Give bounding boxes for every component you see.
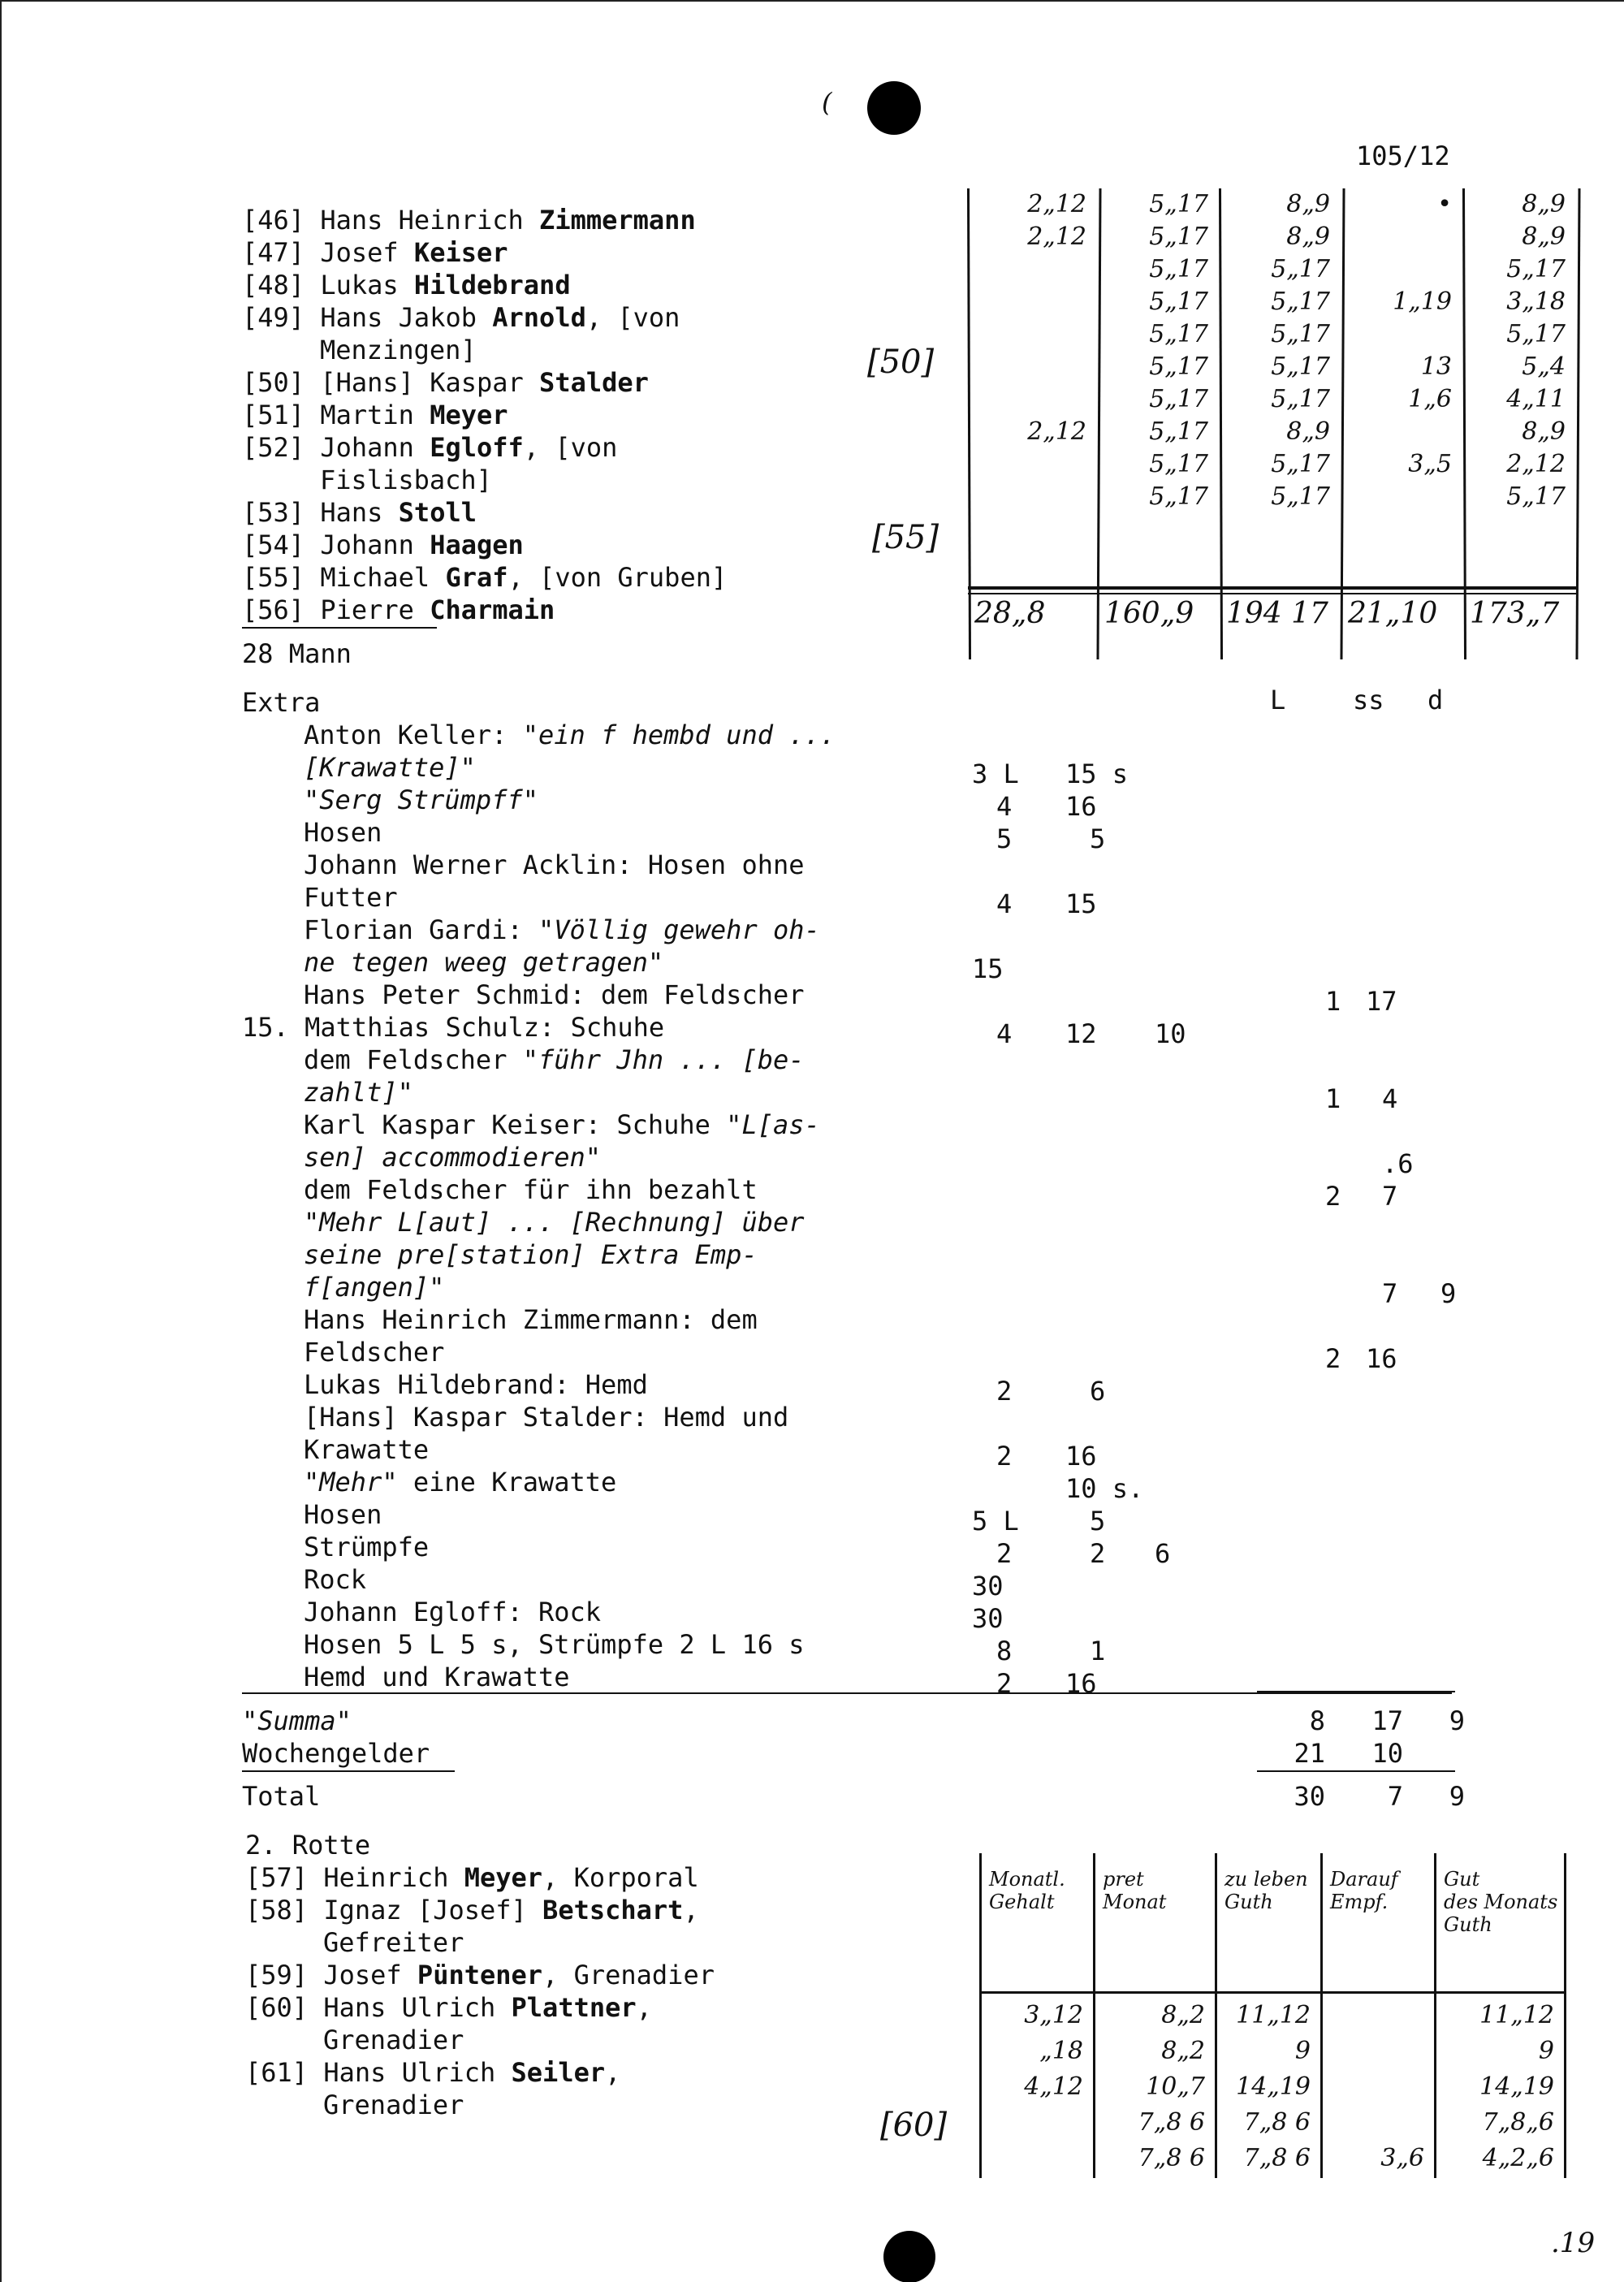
extra-line <box>304 1336 444 1368</box>
margin-mark-55: [55] <box>872 519 939 556</box>
ht1-cell: 5„17 <box>1271 450 1330 478</box>
roster-note: , [von Gruben] <box>508 562 728 593</box>
amount-l: 5 <box>996 823 1013 854</box>
roster-number: [57] <box>245 1862 324 1893</box>
ht1-cell: 5„17 <box>1506 320 1566 348</box>
extra-line <box>304 914 820 946</box>
roster-surname: Plattner <box>511 1992 637 2023</box>
roster-note: , <box>605 2057 621 2088</box>
extra-line <box>304 1531 429 1563</box>
ht2-cell: 7„8 6 <box>1243 2108 1311 2137</box>
summary-l: 30 <box>1294 1781 1325 1812</box>
extra-quote: "Mehr L[aut] ... [Rechnung] über <box>304 1207 805 1238</box>
roster-surname: Püntener <box>417 1960 543 1990</box>
ht1-cell: 5„17 <box>1271 287 1330 316</box>
roster-given-name: Michael <box>320 562 446 593</box>
amount-l: 4 <box>996 791 1013 822</box>
punch-hole-bottom <box>883 2231 935 2282</box>
roster-number: [49] <box>242 302 321 333</box>
roster-given-name: Hans Heinrich <box>320 205 540 236</box>
amount-l: 30 <box>972 1603 1004 1634</box>
roster-given-name: Josef <box>323 1960 417 1990</box>
summa-label: "Summa" <box>242 1705 352 1736</box>
amount-s: 16 <box>1065 1668 1097 1699</box>
ht2-cell: 7„8„6 <box>1482 2108 1554 2137</box>
extra-text: Hosen <box>304 1499 382 1530</box>
extra-text: [Hans] Kaspar Stalder: Hemd und <box>304 1402 789 1433</box>
ht1-cell: 5„17 <box>1506 482 1566 511</box>
roster-given-name: Heinrich <box>323 1862 464 1893</box>
extra-quote: f[angen]" <box>304 1272 445 1303</box>
handwritten-pay-table <box>968 188 1577 659</box>
wage-d: 9 <box>1440 1278 1457 1309</box>
extra-text: Hosen <box>304 817 382 848</box>
ht2-cell: 7„8 6 <box>1243 2144 1311 2172</box>
roster-entry <box>242 496 477 529</box>
roster-given-name: Martin <box>320 400 430 430</box>
roster-surname: Haagen <box>430 529 524 560</box>
extra-text: eine Krawatte <box>397 1467 617 1498</box>
ht1-cell: 8„9 <box>1522 223 1566 251</box>
amount-s: 15 <box>1065 888 1097 919</box>
wage-l: 2 <box>1325 1343 1341 1374</box>
roster-entry-continuation: Grenadier <box>323 2025 464 2055</box>
roster-entry <box>245 2056 620 2089</box>
ht1-cell: 5„17 <box>1271 482 1330 511</box>
amount-s: 2 <box>1090 1538 1106 1569</box>
roster-entry <box>245 1861 699 1894</box>
extra-quote: ne tegen weeg getragen" <box>304 947 664 978</box>
ht2-column-line <box>979 1853 982 2178</box>
wage-s: 17 <box>1366 986 1397 1017</box>
roster-number: [46] <box>242 205 321 236</box>
summa-rule <box>1257 1691 1455 1692</box>
roster-given-name: Josef <box>320 237 414 268</box>
ht2-cell: 10„7 <box>1146 2072 1205 2101</box>
ht1-total-cell: 28„8 <box>974 597 1046 630</box>
roster-given-name: [Hans] Kaspar <box>320 367 540 398</box>
ht1-cell: 8„9 <box>1286 417 1330 446</box>
handwritten-month-table <box>979 1853 1564 2178</box>
roster-note: , [von <box>585 302 680 333</box>
extra-text: Hans Peter Schmid: dem Feldscher <box>304 979 805 1010</box>
extra-quote: "L[as- <box>726 1109 820 1140</box>
ht2-cell: 3„12 <box>1024 2001 1083 2029</box>
summary-d: 9 <box>1449 1781 1465 1812</box>
extra-line <box>304 1628 805 1661</box>
extra-text: Hemd und Krawatte <box>304 1662 570 1692</box>
roster-surname: Keiser <box>413 237 508 268</box>
roster-given-name: Hans Ulrich <box>323 2057 512 2088</box>
ht1-cell: 5„17 <box>1271 255 1330 283</box>
extra-text: dem Feldscher <box>304 1044 523 1075</box>
ht1-total-rule <box>968 586 1577 590</box>
mann-count: 28 Mann <box>242 638 352 669</box>
ht2-cell: 9 <box>1538 2037 1554 2065</box>
ht1-cell: 5„17 <box>1149 482 1208 511</box>
extra-line <box>304 1401 788 1433</box>
ht2-column-line <box>1564 1853 1566 2178</box>
ht1-cell: 5„17 <box>1149 320 1208 348</box>
amount-l: 2 <box>996 1441 1013 1472</box>
ht2-column-line <box>1093 1853 1095 2178</box>
ht1-cell: 1„19 <box>1393 287 1452 316</box>
amount-l: 2 <box>996 1538 1013 1569</box>
extra-line <box>304 1141 601 1173</box>
amount-l: 15 <box>972 953 1004 984</box>
roster-number: [56] <box>242 594 321 625</box>
extra-text: Johann Egloff: Rock <box>304 1597 602 1627</box>
ht2-column-line <box>1215 1853 1217 2178</box>
amount-l: 30 <box>972 1571 1004 1601</box>
amount-l: 8 <box>996 1636 1013 1666</box>
summary-s: 7 <box>1387 1781 1403 1812</box>
roster-number: [47] <box>242 237 321 268</box>
ht1-cell: 5„17 <box>1149 352 1208 381</box>
extra-line <box>304 979 805 1011</box>
wochen-rule <box>242 1770 455 1772</box>
roster-entry <box>242 236 508 269</box>
extra-line <box>304 1466 616 1498</box>
roster-number: [51] <box>242 400 321 430</box>
amount-l: 5 L <box>972 1506 1019 1536</box>
summary-s: 10 <box>1371 1738 1403 1769</box>
extra-line <box>304 1206 805 1238</box>
ht1-cell: 4„11 <box>1506 385 1566 413</box>
wage-l: 1 <box>1325 986 1341 1017</box>
roster-given-name: Pierre <box>320 594 430 625</box>
roster-entry <box>242 561 727 594</box>
roster-number: [52] <box>242 432 321 463</box>
extra-text: Strümpfe <box>304 1532 430 1562</box>
ht1-total-cell: 194 17 <box>1226 597 1328 630</box>
extra-line <box>304 751 476 784</box>
ht2-cell: 14„19 <box>1479 2072 1554 2101</box>
amount-s: 16 <box>1065 791 1097 822</box>
reference-number: 105/12 <box>1356 140 1450 171</box>
roster-surname: Hildebrand <box>413 270 571 300</box>
extra-quote: "führ Jhn ... [be- <box>522 1044 805 1075</box>
ht2-cell: 9 <box>1294 2037 1311 2065</box>
amount-l: 4 <box>996 888 1013 919</box>
wage-s: 4 <box>1382 1083 1398 1114</box>
summary-d: 9 <box>1449 1705 1465 1736</box>
ht1-cell: 5„4 <box>1522 352 1566 381</box>
ht2-header-rule <box>979 1991 1564 1994</box>
ht1-cell: • <box>1437 190 1452 218</box>
amount-d: 6 <box>1155 1538 1171 1569</box>
amount-l: 4 <box>996 1018 1013 1049</box>
extra-line <box>304 1596 601 1628</box>
roster-note: , Grenadier <box>542 1960 715 1990</box>
extra-line <box>304 1238 758 1271</box>
extra-line <box>304 1173 758 1206</box>
extra-quote: seine pre[station] Extra Emp- <box>304 1239 758 1270</box>
roster-number: [50] <box>242 367 321 398</box>
extra-line <box>304 1044 805 1076</box>
extra-quote: "Mehr" <box>304 1467 398 1498</box>
ht1-cell: 2„12 <box>1027 417 1086 446</box>
ht2-cell: 8„2 <box>1161 2001 1205 2029</box>
roster-entry <box>242 431 617 464</box>
roster-surname: Egloff <box>430 432 524 463</box>
ht1-cell: 5„17 <box>1506 255 1566 283</box>
extra-line <box>304 1109 820 1141</box>
summary-s: 17 <box>1371 1705 1403 1736</box>
roster-surname: Zimmermann <box>539 205 696 236</box>
ht2-cell: „18 <box>1039 2037 1083 2065</box>
ht1-cell: 5„17 <box>1149 417 1208 446</box>
ht1-cell: 5„17 <box>1149 255 1208 283</box>
ht1-cell: 2„12 <box>1027 223 1086 251</box>
punch-hole-top <box>867 81 921 135</box>
ht2-cell: 11„12 <box>1479 2001 1554 2029</box>
extra-text: Hosen 5 L 5 s, Strümpfe 2 L 16 s <box>304 1629 805 1660</box>
extra-quote: zahlt]" <box>304 1077 413 1108</box>
ht2-column-line <box>1434 1853 1436 2178</box>
roster-entry-continuation: Menzingen] <box>320 335 477 365</box>
amount-s: 12 <box>1065 1018 1097 1049</box>
roster-note: , [von <box>523 432 618 463</box>
extra-text: Florian Gardi: <box>304 914 538 945</box>
roster-surname: Arnold <box>492 302 586 333</box>
roster-number: [60] <box>245 1992 324 2023</box>
ht2-header-cell: Darauf Empf. <box>1330 1868 1398 1913</box>
ht2-cell: 14„19 <box>1236 2072 1311 2101</box>
roster-entry-continuation: Fislisbach] <box>320 465 492 495</box>
roster-note: , <box>636 1992 652 2023</box>
roster-given-name: Hans Ulrich <box>323 1992 512 2023</box>
ht1-total-rule2 <box>968 593 1577 594</box>
roster-entry <box>242 301 680 334</box>
roster-entry <box>245 1894 699 1926</box>
wage-s: .6 <box>1382 1148 1414 1179</box>
roster-entry <box>245 1959 715 1991</box>
extra-line <box>304 1303 758 1336</box>
roster-entry <box>242 529 524 561</box>
extra-line <box>304 1498 382 1531</box>
roster-number: [53] <box>242 497 321 528</box>
roster-surname: Seiler <box>511 2057 606 2088</box>
extra-line <box>304 1661 570 1693</box>
roster-given-name: Hans Jakob <box>320 302 493 333</box>
roster-number: [54] <box>242 529 321 560</box>
wage-l: 1 <box>1325 1083 1341 1114</box>
ht1-cell: 8„9 <box>1522 190 1566 218</box>
amount-s: 5 <box>1090 823 1106 854</box>
extra-line <box>304 1563 366 1596</box>
extra-text: Hans Heinrich Zimmermann: dem <box>304 1304 758 1335</box>
wage-s: 16 <box>1366 1343 1397 1374</box>
roster-given-name: Lukas <box>320 270 414 300</box>
ht2-column-line <box>1320 1853 1323 2178</box>
roster-entry <box>245 1991 652 2024</box>
extra-text: Krawatte <box>304 1434 430 1465</box>
ht1-total-cell: 160„9 <box>1104 597 1194 630</box>
margin-mark-50: [50] <box>867 344 935 381</box>
col-head-ss: ss <box>1353 685 1384 715</box>
extra-text: Anton Keller: <box>304 720 523 750</box>
roster-underline <box>242 627 437 629</box>
extra-text: Rock <box>304 1564 367 1595</box>
amount-s: 15 s <box>1065 759 1129 789</box>
roster-number: [48] <box>242 270 321 300</box>
summary-l: 8 <box>1309 1705 1325 1736</box>
roster-number: [61] <box>245 2057 324 2088</box>
roster-surname: Meyer <box>464 1862 543 1893</box>
extra-line <box>304 946 663 979</box>
col-head-l: L <box>1270 685 1286 715</box>
extra-line <box>304 1076 413 1109</box>
extra-line <box>304 1271 444 1303</box>
roster-given-name: Johann <box>320 529 430 560</box>
extra-text: Lukas Hildebrand: Hemd <box>304 1369 648 1400</box>
ht1-cell: 3„5 <box>1408 450 1452 478</box>
ht1-cell: 5„17 <box>1149 287 1208 316</box>
extra-line <box>242 1011 664 1044</box>
extra-line <box>304 816 382 849</box>
amount-l: 2 <box>996 1376 1013 1407</box>
ht1-cell: 2„12 <box>1506 450 1566 478</box>
amount-d: 10 <box>1155 1018 1186 1049</box>
ht2-header-cell: Gut des Monats Guth <box>1444 1868 1558 1936</box>
ht1-cell: 5„17 <box>1149 223 1208 251</box>
roster-entry <box>242 366 649 399</box>
roster-surname: Charmain <box>430 594 555 625</box>
amount-s: 1 <box>1090 1636 1106 1666</box>
extra-quote: "Völlig gewehr oh- <box>538 914 820 945</box>
ht1-total-cell: 173„7 <box>1470 597 1560 630</box>
ht2-header-cell: zu leben Guth <box>1224 1868 1308 1913</box>
amount-l: 2 <box>996 1668 1013 1699</box>
roster-entry <box>242 399 508 431</box>
amount-s: 16 <box>1065 1441 1097 1472</box>
extra-text: Futter <box>304 882 398 913</box>
ht1-cell: 2„12 <box>1027 190 1086 218</box>
tick-mark: ( <box>822 87 832 118</box>
ht1-cell: 8„9 <box>1286 190 1330 218</box>
total-label: Total <box>242 1781 321 1812</box>
extra-line <box>304 719 836 751</box>
ht1-cell: 8„9 <box>1286 223 1330 251</box>
roster-number: [55] <box>242 562 321 593</box>
ht2-cell: 4„2„6 <box>1482 2144 1554 2172</box>
extra-text: Feldscher <box>304 1337 445 1368</box>
ht1-cell: 5„17 <box>1149 190 1208 218</box>
margin-mark-60: [60] <box>880 2107 948 2144</box>
page-number: .19 <box>1551 2227 1596 2259</box>
roster-entry <box>242 269 571 301</box>
ht1-cell: 5„17 <box>1149 450 1208 478</box>
ht1-total-cell: 21„10 <box>1348 597 1438 630</box>
ht2-cell: 7„8 6 <box>1138 2108 1205 2137</box>
roster-number: [59] <box>245 1960 324 1990</box>
ht1-cell: 1„6 <box>1408 385 1452 413</box>
ht2-cell: 8„2 <box>1161 2037 1205 2065</box>
ht2-cell: 3„6 <box>1380 2144 1424 2172</box>
wage-s: 7 <box>1382 1278 1398 1309</box>
extra-line <box>304 881 398 914</box>
roster-surname: Graf <box>445 562 508 593</box>
total-rule <box>1257 1770 1455 1772</box>
roster-surname: Stalder <box>539 367 649 398</box>
ht1-cell: 5„17 <box>1271 320 1330 348</box>
extra-quote: sen] accommodieren" <box>304 1142 602 1173</box>
extra-quote: [Krawatte]" <box>304 752 476 783</box>
extra-line <box>304 784 538 816</box>
wage-s: 7 <box>1382 1181 1398 1212</box>
amount-s: 6 <box>1090 1376 1106 1407</box>
extra-line <box>304 849 805 881</box>
extra-quote: "ein f hembd und ... <box>522 720 836 750</box>
ht1-cell: 13 <box>1420 352 1452 381</box>
ht2-cell: 4„12 <box>1024 2072 1083 2101</box>
extra-title: Extra <box>242 687 321 718</box>
roster-entry <box>242 594 555 626</box>
ht2-cell: 7„8 6 <box>1138 2144 1205 2172</box>
roster-surname: Meyer <box>430 400 508 430</box>
extra-line <box>304 1368 648 1401</box>
ht2-header-cell: pret Monat <box>1103 1868 1167 1913</box>
amount-s: 10 s. <box>1065 1473 1144 1504</box>
ht2-header-cell: Monatl. Gehalt <box>989 1868 1065 1913</box>
amount-s: 5 <box>1090 1506 1106 1536</box>
ht1-cell: 8„9 <box>1522 417 1566 446</box>
col-head-d: d <box>1427 685 1444 715</box>
rotte-title: 2. Rotte <box>245 1830 371 1861</box>
summary-l: 21 <box>1294 1738 1325 1769</box>
ht2-cell: 11„12 <box>1236 2001 1311 2029</box>
roster-surname: Betschart <box>542 1895 684 1925</box>
roster-given-name: Ignaz [Josef] <box>323 1895 543 1925</box>
amount-l: 3 L <box>972 759 1019 789</box>
roster-entry-continuation: Grenadier <box>323 2090 464 2120</box>
roster-given-name: Johann <box>320 432 430 463</box>
extra-text: 15. Matthias Schulz: Schuhe <box>242 1012 665 1043</box>
roster-note: , <box>683 1895 699 1925</box>
roster-entry-continuation: Gefreiter <box>323 1927 464 1958</box>
ht1-cell: 3„18 <box>1506 287 1566 316</box>
ht1-cell: 5„17 <box>1149 385 1208 413</box>
wochengelder-label: Wochengelder <box>242 1738 430 1769</box>
roster-entry <box>242 204 696 236</box>
ht1-cell: 5„17 <box>1271 352 1330 381</box>
roster-note: , Korporal <box>542 1862 699 1893</box>
extra-text: dem Feldscher für ihn bezahlt <box>304 1174 758 1205</box>
extra-quote: "Serg Strümpff" <box>304 784 538 815</box>
wage-l: 2 <box>1325 1181 1341 1212</box>
extra-text: Karl Kaspar Keiser: Schuhe <box>304 1109 727 1140</box>
roster-number: [58] <box>245 1895 324 1925</box>
roster-given-name: Hans <box>320 497 399 528</box>
roster-surname: Stoll <box>398 497 477 528</box>
extra-text: Johann Werner Acklin: Hosen ohne <box>304 849 805 880</box>
ht1-cell: 5„17 <box>1271 385 1330 413</box>
extra-line <box>304 1433 429 1466</box>
